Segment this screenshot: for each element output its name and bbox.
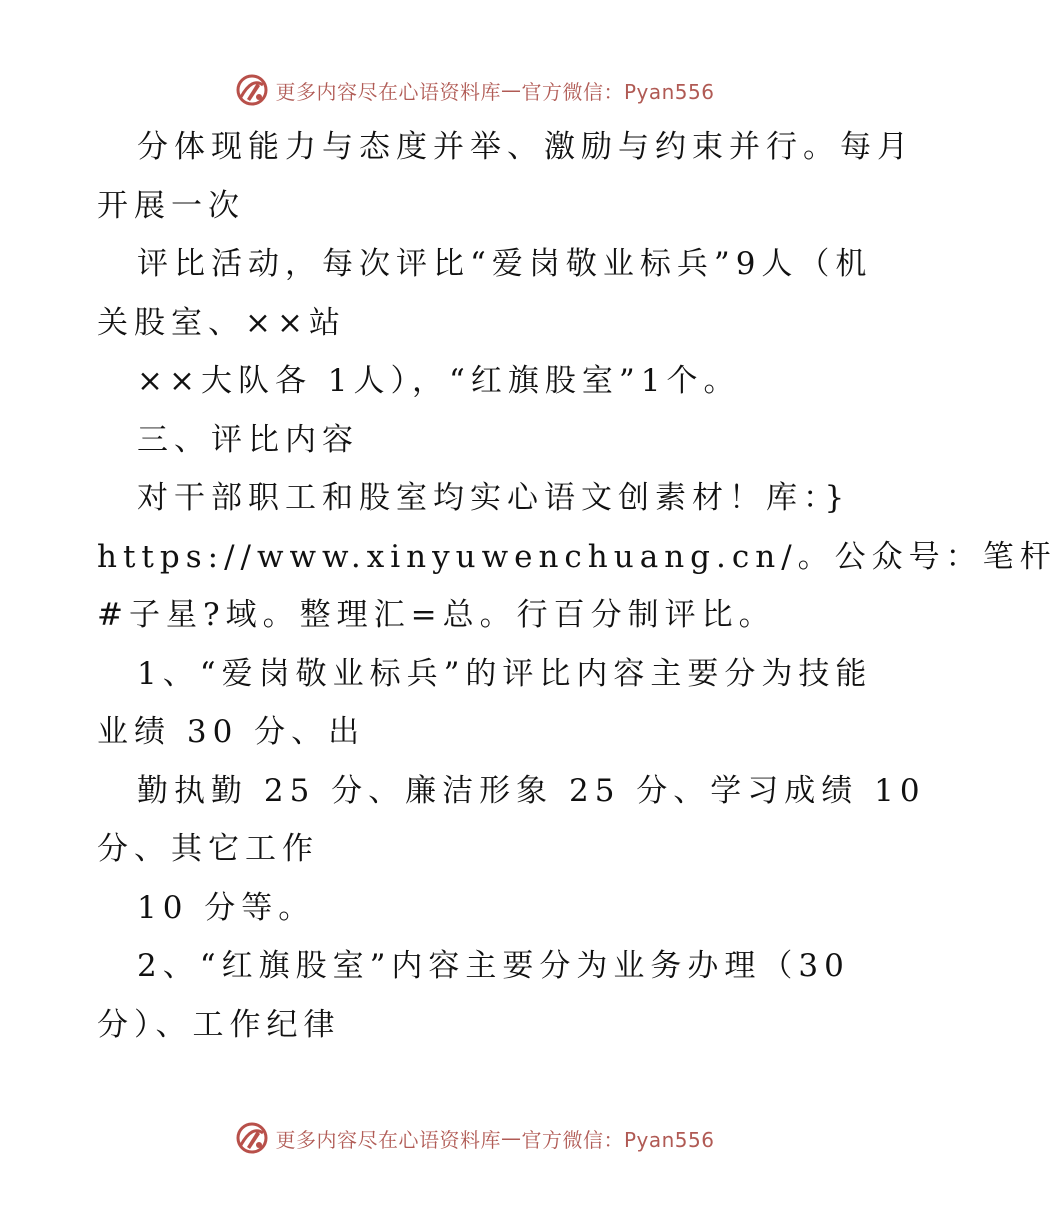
body-line: 分、其它工作 — [97, 831, 319, 867]
body-line: 开展一次 — [97, 187, 245, 224]
header-brand-text: 更多内容尽在心语资料库 — [275, 79, 501, 104]
header-separator: — — [500, 78, 522, 102]
body-line: 1、“爱岗敬业标兵”的评比内容主要分为技能 — [137, 655, 873, 692]
body-line: 关股室、××站 — [97, 304, 346, 341]
body-line: 对干部职工和股室均实心语文创素材！库：} — [137, 480, 851, 516]
body-line: 业绩 30 分、出 — [97, 714, 366, 750]
section-heading: 三、评比内容 — [137, 421, 359, 458]
pen-logo-icon — [235, 1121, 269, 1155]
header-wechat-text: 官方微信：Pyan556 — [521, 79, 715, 104]
body-line: ××大队各 1人），“红旗股室”1个。 — [137, 363, 741, 399]
footer-brand-text: 更多内容尽在心语资料库 — [275, 1127, 501, 1152]
footer-separator: — — [500, 1126, 522, 1150]
footer-watermark-banner — [0, 1118, 950, 1158]
pen-logo-icon — [235, 73, 269, 107]
footer-wechat-text: 官方微信：Pyan556 — [521, 1127, 715, 1152]
body-line: https://www.xinyuwenchuang.cn/。公众号：笔杆 — [97, 538, 1057, 575]
body-line: 评比活动，每次评比“爱岗敬业标兵”9人（机 — [137, 246, 873, 282]
body-line: 分）、工作纪律 — [97, 1006, 341, 1043]
document-body — [97, 118, 1057, 1054]
header-watermark-banner — [0, 70, 950, 110]
body-line: #子星?域。整理汇=总。行百分制评比。 — [97, 597, 776, 633]
body-line: 2、“红旗股室”内容主要分为业务办理（30 — [137, 948, 850, 984]
body-line: 勤执勤 25 分、廉洁形象 25 分、学习成绩 10 — [137, 772, 926, 809]
body-line: 分体现能力与态度并举、激励与约束并行。每月 — [137, 129, 914, 165]
body-line: 10 分等。 — [137, 889, 316, 926]
